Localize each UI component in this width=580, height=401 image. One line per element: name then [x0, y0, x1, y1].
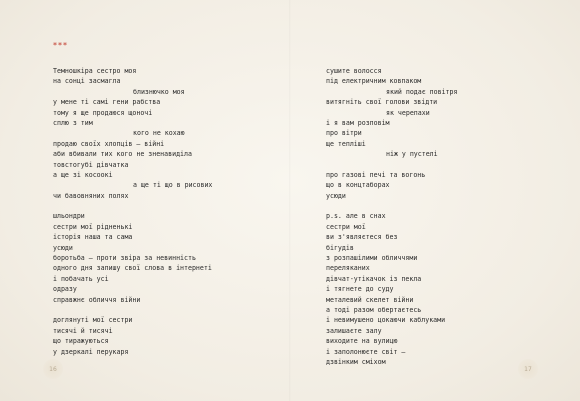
poem-line	[53, 305, 212, 315]
poem-line: тисячі й тисячі	[53, 326, 113, 335]
poem-line: шльондри	[53, 212, 85, 221]
poem-line: боротьба – проти звіра за невинність	[53, 254, 196, 263]
poem-line: усюди	[326, 191, 346, 200]
poem-line: а тоді разом обертаєтесь	[326, 305, 422, 314]
poem-line: усюди	[53, 243, 73, 252]
poem-line: ще тепліші	[326, 139, 366, 148]
poem-line: одного дня запишу свої слова в інтернеті	[53, 264, 212, 273]
poem-line: під електричним ковпаком	[326, 77, 422, 86]
poem-line: дівчат-утікачок із пекла	[326, 274, 422, 283]
poem-line: дзвінким сміхом	[326, 357, 386, 366]
poem-line: аби вбивали тих кого не зненавиділа	[53, 150, 192, 159]
poem-line: витягніть свої голови звідти	[326, 98, 438, 107]
poem-line: який подає повітря	[386, 87, 458, 96]
page-number-right: 17	[518, 359, 538, 379]
poem-line: близнючко моя	[133, 87, 185, 96]
poem-line: продаю своїх хлопців – війні	[53, 139, 165, 148]
poem-line: як черепахи	[386, 108, 430, 117]
poem-line: чи бавовняних полях	[53, 191, 129, 200]
poem-line: товстогубі дівчатка	[53, 160, 129, 169]
poem-line: і тягнете до суду	[326, 285, 394, 294]
poem-line: тому я ще продаюся щоночі	[53, 108, 153, 117]
poem-line	[326, 201, 457, 211]
section-ornament: ***	[53, 41, 68, 50]
poem-line: і я вам розповім	[326, 118, 390, 127]
poem-line: про газові печі та вогонь	[326, 170, 426, 179]
poem-line: кого не кохаю	[133, 129, 185, 138]
poem-line: переляканих	[326, 264, 370, 273]
poem-line: що в концтаборах	[326, 181, 390, 190]
poem-line: що тиражуються	[53, 337, 109, 346]
poem-line: металевий скелет війни	[326, 295, 414, 304]
poem-line: одразу	[53, 285, 77, 294]
poem-line: з розпашілими обличчями	[326, 254, 418, 263]
poem-line: ви з'являєтеся без	[326, 233, 398, 242]
poem-line: у дзеркалі перукаря	[53, 347, 129, 356]
poem-line: сестри мої	[326, 222, 366, 231]
poem-line: і заполонюєте світ –	[326, 347, 406, 356]
poem-line: історія наша та сама	[53, 233, 133, 242]
poem-line: про вітри	[326, 129, 362, 138]
page-number-left: 16	[43, 359, 63, 379]
poem-line: справжнє обличчя війни	[53, 295, 141, 304]
poem-line: сплю з тим	[53, 118, 93, 127]
poem-line: і невимушено цокаючи каблуками	[326, 316, 446, 325]
poem-line: ніж у пустелі	[386, 150, 438, 159]
poem-line	[326, 160, 457, 170]
poem-line: бігудів	[326, 243, 354, 252]
right-page-poem	[326, 66, 457, 367]
left-page-poem	[53, 66, 212, 357]
poem-line: у мене ті самі гени рабства	[53, 98, 161, 107]
poem-line: Темношкіра сестро моя	[53, 67, 137, 75]
book-gutter	[289, 0, 291, 401]
poem-line: і побачать усі	[53, 274, 109, 283]
poem-line: а ще ті що в рисових	[133, 181, 213, 190]
poem-line: сестри мої рідненькі	[53, 222, 133, 231]
poem-line: сушите волосся	[326, 67, 382, 75]
poem-line: на сонці засмагла	[53, 77, 121, 86]
poem-line: залишаєте залу	[326, 326, 382, 335]
poem-line: а ще зі косоокі	[53, 170, 113, 179]
poem-line	[53, 201, 212, 211]
poem-line: доглянуті мої сестри	[53, 316, 133, 325]
poem-line: p.s. але в снах	[326, 212, 386, 221]
poem-line: виходите на вулицю	[326, 337, 398, 346]
